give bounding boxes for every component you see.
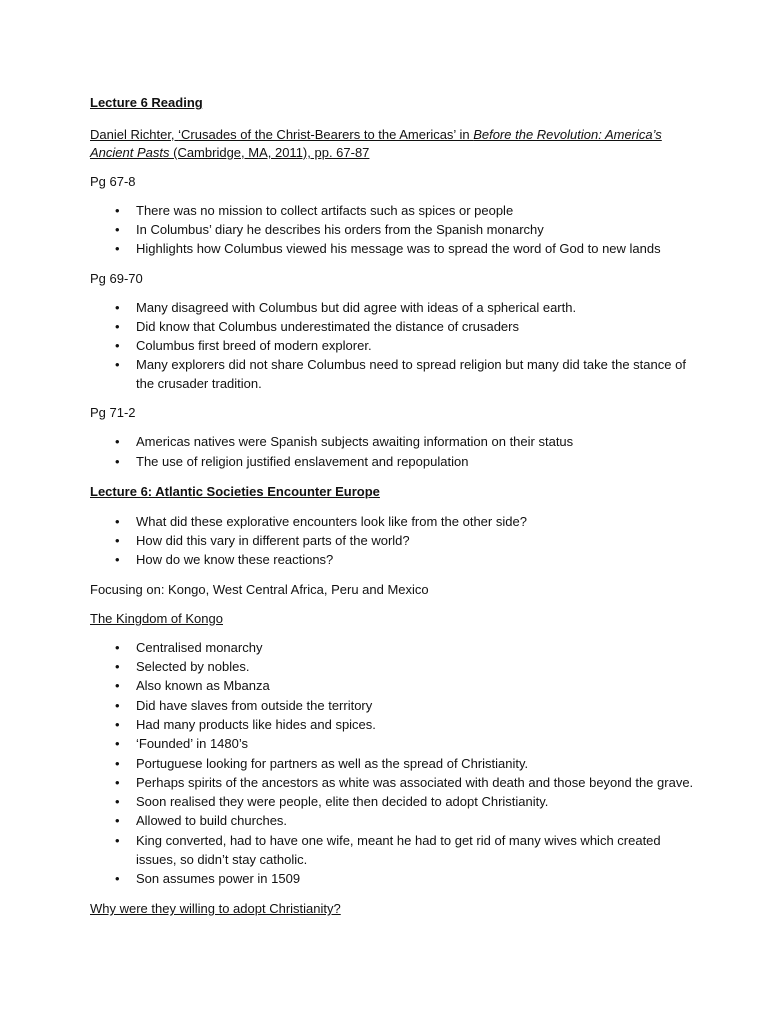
focus-statement: Focusing on: Kongo, West Central Africa, Peru and Mexico bbox=[90, 582, 429, 597]
section-label: Pg 69-70 bbox=[90, 271, 143, 286]
citation-book-title-1: Before the Revolution: America’s bbox=[473, 127, 662, 142]
bullet-icon: • bbox=[115, 813, 120, 828]
bullet-icon: • bbox=[115, 756, 120, 771]
bullet-icon: • bbox=[115, 203, 120, 218]
closing-question: Why were they willing to adopt Christianity? bbox=[90, 901, 341, 916]
citation-author: Daniel Richter, bbox=[90, 127, 179, 142]
bullet-icon: • bbox=[115, 514, 120, 529]
bullet-icon: • bbox=[115, 552, 120, 567]
bullet-icon: • bbox=[115, 533, 120, 548]
bullet-icon: • bbox=[115, 319, 120, 334]
lecture-title: Lecture 6: Atlantic Societies Encounter Europe bbox=[90, 484, 380, 499]
citation-book-title-2: Ancient Pasts bbox=[90, 145, 170, 160]
bullet-icon: • bbox=[115, 717, 120, 732]
bullet-icon: • bbox=[115, 794, 120, 809]
page-title: Lecture 6 Reading bbox=[90, 95, 203, 110]
bullet-icon: • bbox=[115, 357, 120, 372]
bullet-icon: • bbox=[115, 300, 120, 315]
bullet-icon: • bbox=[115, 640, 120, 655]
document-page: Lecture 6 Reading Daniel Richter, ‘Crusades of the Christ-Bearers to the Americas’ in Before the Revolution: America’s Ancient Pasts (Cambridge, MA, 2011), pp. 67-87 Pg 67-8 • There was no mission to collect artifacts such as spices or people • In Columbus’ diary he describes his orders from the Spanish monarchy • Highlights how Columbus viewed his message was to spread the word of God to new lands Pg 69-70 • Many disagreed with Columbus but did agree with ideas of a spherical earth. • Did know that Columbus underestimated the distance of crusaders • Columbus first breed of modern explorer. • Many explorers did not share Columbus need to spread religion but many did take the stance of the crusader tradition. Pg 71-2 • Americas natives were Spanish subjects awaiting information on their status • The use of religion justified enslavement and repopulation Lecture 6: Atlantic Societies Encounter Europe • What did these explorative encounters look like from the other side? • How did this vary in different parts of the world? • How do we know these reactions? Focusing on: Kongo, West Central Africa, Peru and Mexico The Kingdom of Kongo • Centralised monarchy • Selected by nobles. • Also known as Mbanza • Did have slaves from outside the territory • Had many products like hides and spices. • ‘Founded’ in 1480’s • Portuguese looking for partners as well as the spread of Christianity. • Perhaps spirits of the ancestors as white was associated with death and those beyond the grave. • Soon realised they were people, elite then decided to adopt Christianity. • Allowed to build churches. • King converted, had to have one wife, meant he had to get rid of many wives which created issues, so didn’t stay catholic. • Son assumes power in 1509 Why were they willing to adopt Christianity? bbox=[90, 95, 694, 916]
citation-line-2 bbox=[90, 144, 369, 162]
citation-chapter: ‘Crusades of the Christ-Bearers to the Americas’ in bbox=[178, 127, 474, 142]
bullet-icon: • bbox=[115, 222, 120, 237]
bullet-icon: • bbox=[115, 736, 120, 751]
bullet-icon: • bbox=[115, 659, 120, 674]
bullet-icon: • bbox=[115, 434, 120, 449]
citation-publication: (Cambridge, MA, 2011), pp. 67-87 bbox=[169, 145, 370, 160]
bullet-icon: • bbox=[115, 454, 120, 469]
section-label: Pg 71-2 bbox=[90, 405, 136, 420]
bullet-icon: • bbox=[115, 241, 120, 256]
kongo-heading: The Kingdom of Kongo bbox=[90, 611, 223, 626]
bullet-icon: • bbox=[115, 338, 120, 353]
bullet-icon: • bbox=[115, 775, 120, 790]
bullet-icon: • bbox=[115, 871, 120, 886]
citation-line-1 bbox=[90, 126, 662, 144]
bullet-icon: • bbox=[115, 698, 120, 713]
section-label: Pg 67-8 bbox=[90, 174, 136, 189]
bullet-icon: • bbox=[115, 678, 120, 693]
bullet-icon: • bbox=[115, 833, 120, 848]
